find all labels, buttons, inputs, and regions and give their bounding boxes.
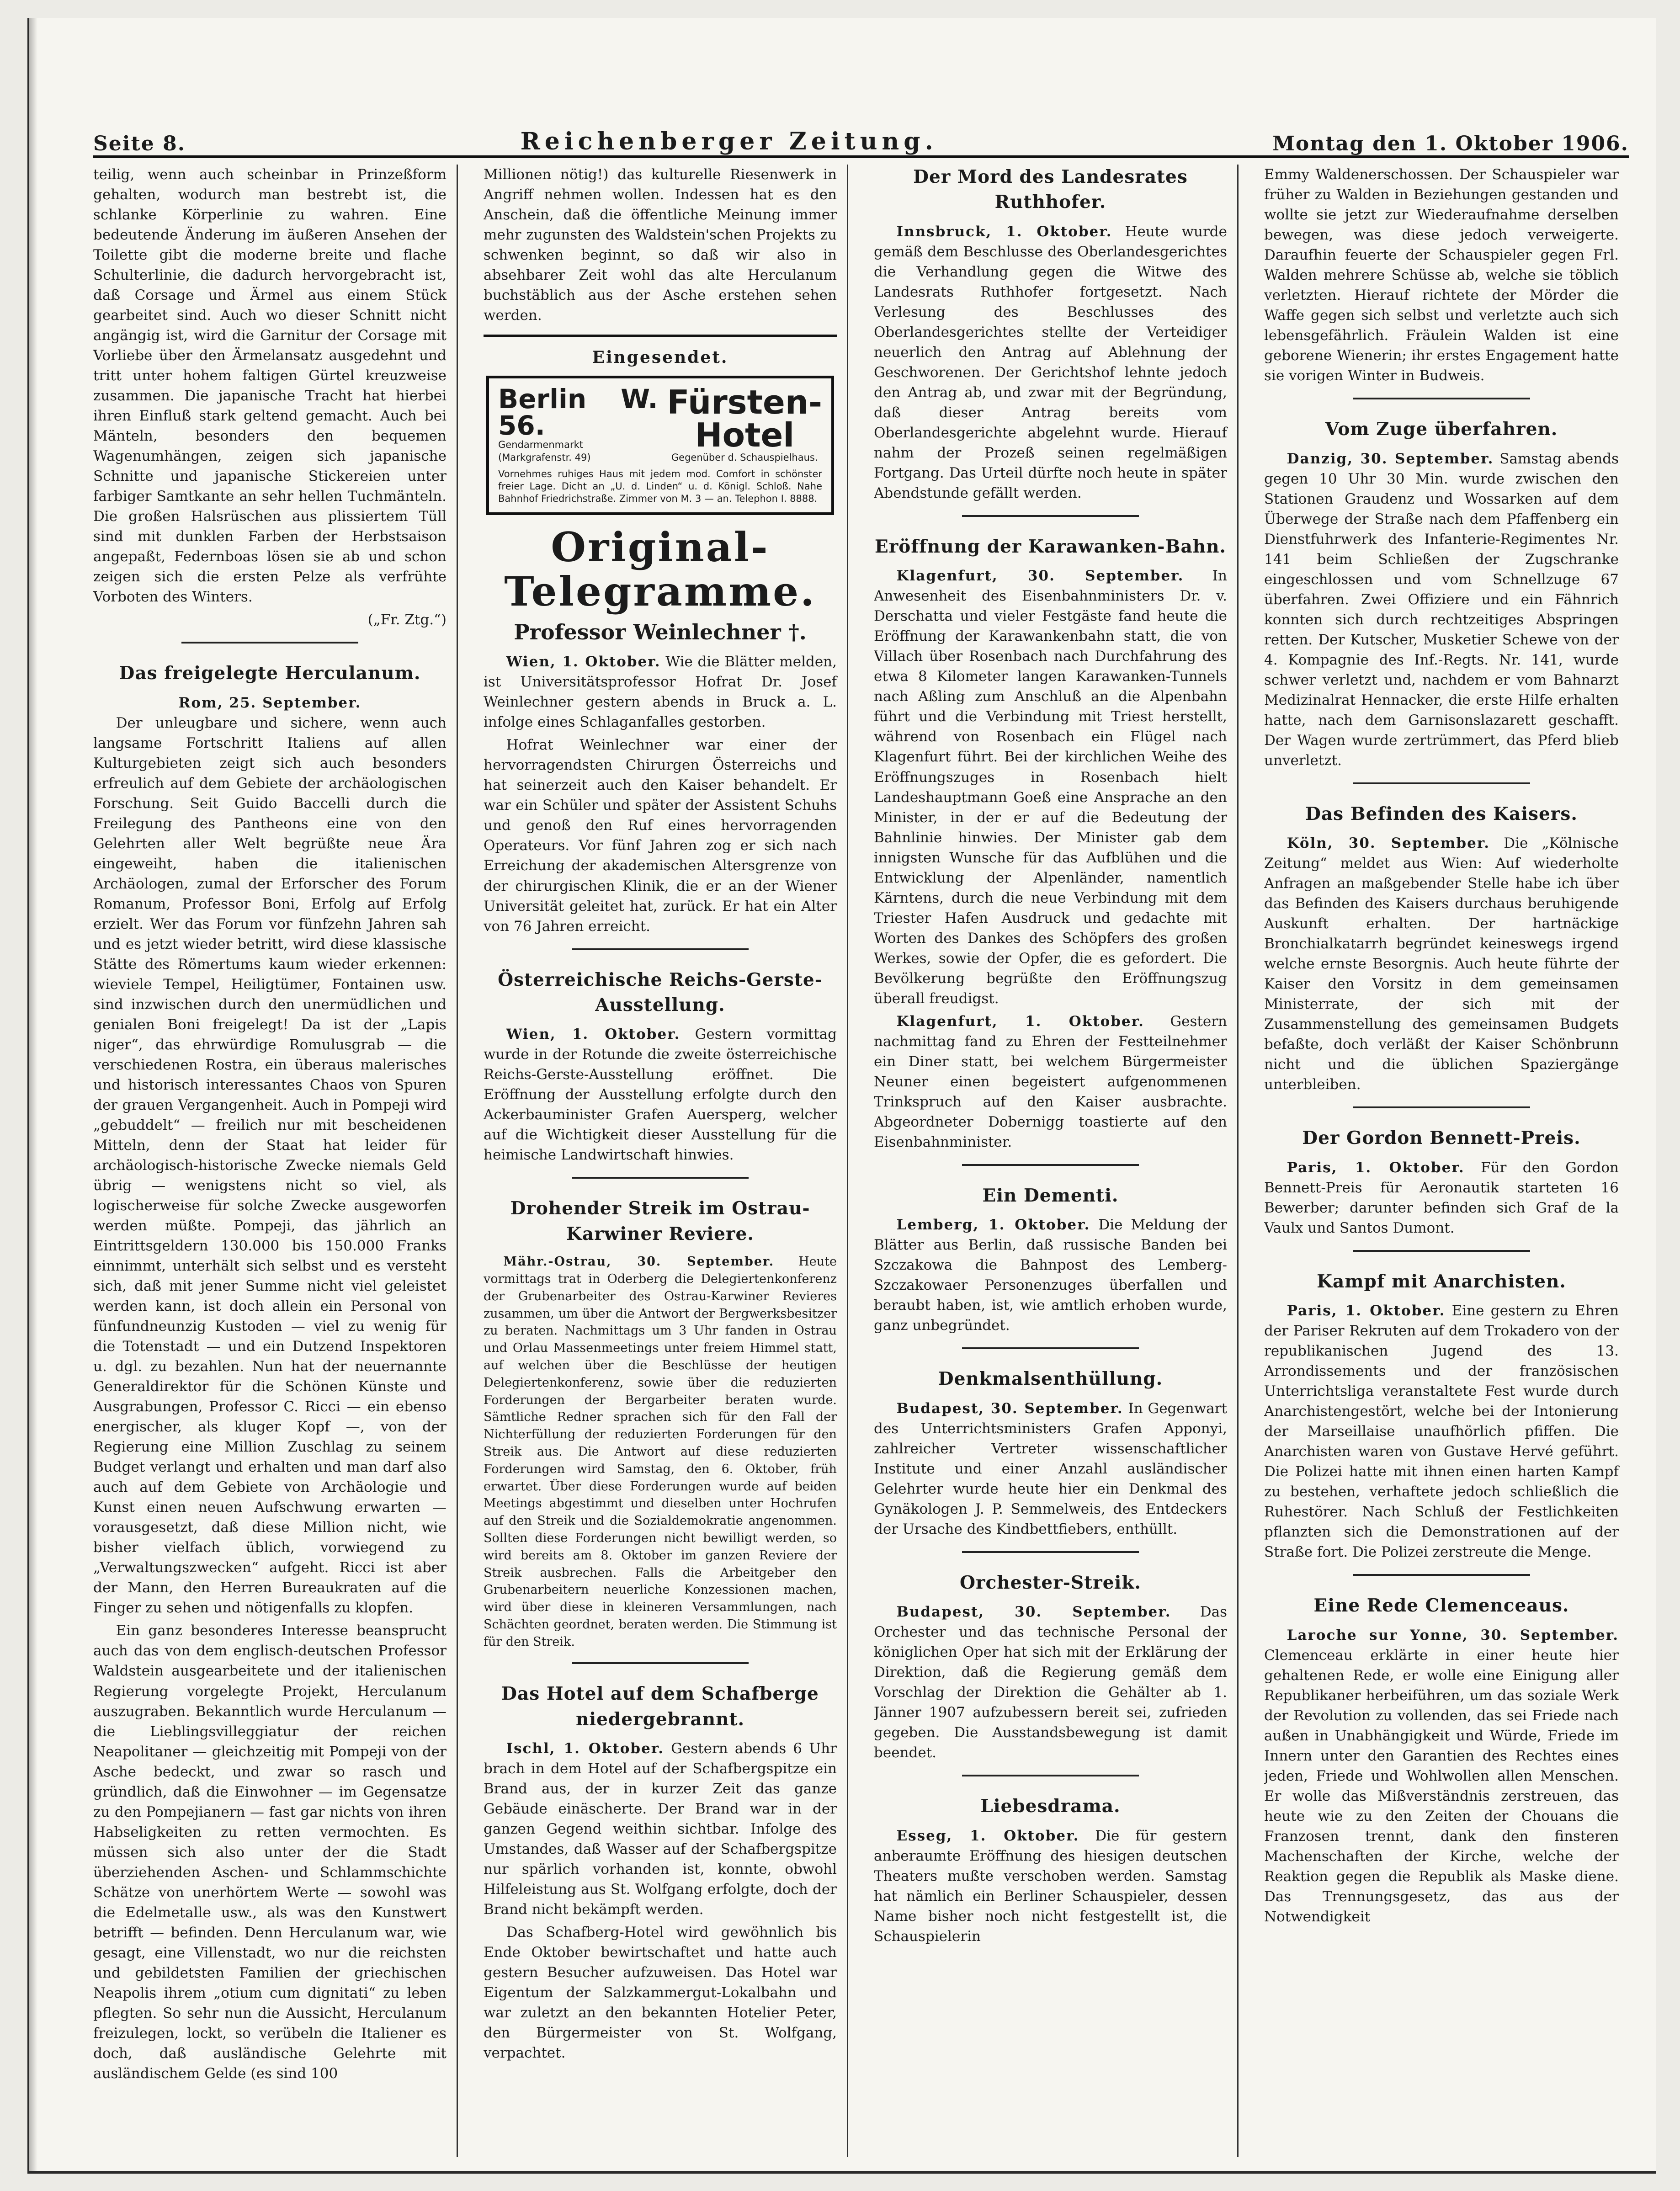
ad-hotel-name: Fürsten-Hotel [667,383,822,455]
dateline-herculanum: Rom, 25. September. [178,694,362,711]
headline-clemenceau: Eine Rede Clemenceaus. [1313,1595,1569,1617]
divider [962,1551,1139,1553]
headline-schafberg: Das Hotel auf dem Schafberge niedergebrannt. [501,1683,819,1730]
divider [962,1164,1139,1166]
weinlechner-text-2: Hofrat Weinlechner war einer der hervorragendsten Chirurgen Österreichs und hat seinerzeit auch den Kaiser behandelt. Er war ein Schüler und später der Assistent Schuhs und genoß den Ruf eines hervorragenden Operateurs. Vor fünf Jahren zog er sich nach Erreichung der akademischen Altersgrenze von der chirurgischen Klinik, die er an der Wiener Universität geleitet hat, zurück. Er hat ein Alter von 76 Jahren erreicht. [484,737,837,935]
dateline-orchester: Budapest, 30. September. [896,1604,1171,1621]
headline-anarchisten: Kampf mit Anarchisten. [1317,1271,1566,1292]
gerste-text: Gestern vormittag wurde in der Rotunde die zweite österreichische Reichs-Gerste-Ausstellung eröffnet. Die Eröffnung der Ausstellung erfolgte durch den Ackerbauminister Grafen Auersperg, welcher auf die Wichtigkeit dieser Ausstellung für die heimische Landwirtschaft hinwies. [484,1026,837,1164]
eingesendet-label: Eingesendet. [592,348,728,367]
divider [1353,1574,1530,1576]
denkmal-text: In Gegenwart des Unterrichtsministers Grafen Apponyi, zahlreicher Vertreter wissenschaftlicher Institute und einer Anzahl ausländischer Gelehrter wurde heute hier ein Denkmal des Gynäkologen J. P. Semmelweis, des Entdeckers der Ursache des Kindbettfiebers, enthüllt. [874,1400,1227,1537]
ruthhofer-text: Heute wurde gemäß dem Beschlusse des Oberlandesgerichtes die Verhandlung gegen die Witwe des Landesrats Ruthhofer fortgesetzt. Nach Verlesung des Beschlusses des Oberlandesgerichtes stellte der Verteidiger neuerlich den Antrag auf Ablehnung der Geschworenen. Der Gerichtshof lehnte jedoch den Antrag ab, und zwar mit der Begründung, daß dieser Antrag bereits vom Oberlandesgerichte abgelehnt wurde. Hierauf nahm der Prozeß seinen regelmäßigen Fortgang. Das Urteil dürfte noch heute in später Abendstunde gefällt werden. [874,223,1227,501]
divider [1353,1106,1530,1108]
dateline-gordon: Paris, 1. Oktober. [1287,1159,1465,1176]
divider [572,1177,749,1179]
headline-denkmal: Denkmalsenthüllung. [938,1368,1163,1390]
schafberg-text-2: Das Schafberg-Hotel wird gewöhnlich bis Ende Oktober bewirtschaftet und hatte auch gestern Besucher aufzuweisen. Das Hotel war Eigentum der Salzkammergut-Lokalbahn und war zuletzt an den bekannten Hotelier Peter, den Bürgermeister von St. Wolfgang, verpachtet. [484,1924,837,2062]
section-title-telegrams: Original-Telegramme. [504,523,816,616]
column-3 [874,165,1239,2157]
columns [93,165,1629,2157]
dateline-schafberg: Ischl, 1. Oktober. [506,1740,665,1757]
headline-gordon: Der Gordon Bennett-Preis. [1302,1127,1581,1149]
herculanum-continued: Millionen nötig!) das kulturelle Riesenwerk in Angriff nehmen wollen. Indessen hat es den Anschein, daß die öffentliche Meinung immer mehr zugunsten des Waldstein'schen Projekts zu schwenken beginnt, so daß wir also in absehbarer Zeit wohl das alte Herculanum buchstäblich aus der Asche erstehen sehen werden. [484,166,837,324]
headline-gerste: Österreichische Reichs-Gerste-Ausstellung. [498,969,823,1016]
divider [1353,398,1530,399]
divider [572,1662,749,1664]
divider [484,335,837,337]
liebesdrama-continued: Emmy Waldenerschossen. Der Schauspieler war früher zu Walden in Beziehungen gestanden und wollte sie jetzt zur Wiederaufnahme derselben bewegen, was diese jedoch verweigerte. Daraufhin feuerte der Schauspieler gegen Frl. Walden mehrere Schüsse ab, welche sie töblich verletzten. Hierauf richtete der Mörder die Waffe gegen sich selbst und verletzte auch sich lebensgefährlich. Fräulein Walden ist eine geborene Wienerin; ihr erstes Engagement hatte sie vorigen Winter in Budweis. [1264,166,1619,384]
headline-orchester: Orchester-Streik. [960,1572,1141,1593]
column-4 [1264,165,1629,2157]
dateline-dementi: Lemberg, 1. Oktober. [896,1217,1090,1234]
schafberg-text-1: Gestern abends 6 Uhr brach in dem Hotel auf der Schafbergspitze ein Brand aus, der in kurzer Zeit das ganze Gebäude einäscherte. Der Brand war in der ganzen Gegend weithin sichtbar. Infolge des Umstandes, daß Wasser auf der Schafbergspitze nur spärlich vorhanden ist, konnte, obwohl Hilfeleistung aus St. Wolfgang erfolgte, doch der Brand nicht bekämpft werden. [484,1740,837,1918]
gordon-text: Für den Gordon Bennett-Preis für Aeronautik starteten 16 Bewerber; darunter befinden sich Graf de la Vaulx und Santos Dumont. [1264,1159,1619,1236]
karawanken-text-2: Gestern nachmittag fand zu Ehren der Festteilnehmer ein Diner statt, bei welchem Bürgermeister Neuner einen begeistert aufgenommenen Trinkspruch auf den Kaiser ausbrachte. Abgeordneter Dobernigg toastierte auf den Eisenbahnminister. [874,1013,1227,1150]
column-1 [93,165,458,2157]
dateline-clemenceau: Laroche sur Yonne, 30. September. [1287,1627,1619,1643]
dateline-kaiser: Köln, 30. September. [1287,835,1490,852]
dateline-karawanken-2: Klagenfurt, 1. Oktober. [896,1013,1144,1030]
source-signature: („Fr. Ztg.“) [367,612,447,628]
clemenceau-text: Clemenceau erklärte in einer heute hier gehaltenen Rede, er wolle eine Einigung aller Republikaner herbeiführen, um das soziale Werk der Revolution zu vollenden, das sei Friede nach außen in Unabhängigkeit und Würde, Friede im Innern unter den Garantien des Rechtes eines jeden, Friede und Wohlwollen allen Menschen. Er wolle das Mißverständnis zerstreuen, das heute wie zu den Zeiten der Chouans die Franzosen trennt, dank den finsteren Machenschaften der Kirche, welche der Reaktion gegen die Republik als Maske diene. Das Trennungsgesetz, das aus der Notwendigkeit [1264,1647,1619,1925]
headline-zug: Vom Zuge überfahren. [1325,419,1558,440]
divider [962,515,1139,517]
ad-address: Gendarmenmarkt (Markgrafenstr. 49) [498,439,591,463]
dateline-ruthhofer: Innsbruck, 1. Oktober. [896,223,1112,240]
anarchisten-text: Eine gestern zu Ehren der Pariser Rekruten auf dem Trokadero von der republikanischen Jugend des 13. Arrondissements und der französischen Unterrichtsliga veranstaltete Fest wurde durch Anarchistengestört, welche bei der Intonierung der Marseillaise unaufhörlich pfiffen. Die Anarchisten waren von Gustave Hervé geführt. Die Polizei hatte mit ihnen einen harten Kampf zu bestehen, verhaftete jedoch schließlich die Ruhestörer. Nach Schluß der Festlichkeiten pflanzten sich die Demonstrationen auf der Straße fort. Die Polizei zerstreute die Menge. [1264,1303,1619,1561]
ad-city: Berlin W. 56. [498,383,658,441]
page-number: Seite 8. [93,132,186,155]
page-edge-shadow [29,18,37,2171]
headline-weinlechner: Professor Weinlechner †. [514,620,807,645]
karawanken-text-1: In Anwesenheit des Eisenbahnministers Dr. v. Derschatta und vieler Festgäste fand heute die Eröffnung der Karawankenbahn statt, die von Villach über Rosenbach nach Durchfahrung des etwa 8 Kilometer langen Karawanken-Tunnels nach Aßling zum Anschluß an die Alpenbahn führt und die Verbindung mit Triest herstellt, während von Rosenbach ein Flügel nach Klagenfurt führt. Bei der kirchlichen Weihe des Eröffnungszuges in Rosenbach hielt Landeshauptmann Goeß eine Ansprache an den Minister, in der er auf die Bedeutung der Bahnlinie hinwies. Der Minister gab dem innigsten Wunsche für das Aufblühen und die Entwicklung der Alpenländer, namentlich Kärntens, durch die neue Verbindung mit dem Triester Hafen Ausdruck und gedachte mit Worten des Dankes des Schöpfers des großen Werkes, sowie der Opfer, die es gefordert. Die Bevölkerung begrüßte den Eröffnungszug überall freudigst. [874,568,1228,1007]
masthead [93,101,1629,158]
headline-karawanken: Eröffnung der Karawanken-Bahn. [874,536,1227,557]
dateline-liebesdrama: Esseg, 1. Oktober. [896,1827,1079,1844]
orchester-text: Das Orchester und das technische Personal der königlichen Oper hat sich mit der Erklärung der Direktion, daß die Regierung gemäß dem Vorschlag der Direktion die Gehälter ab 1. Jänner 1907 aufzubessern bereit sei, zufrieden gegeben. Die Ausstandsbewegung ist damit beendet. [874,1604,1227,1761]
column-2 [484,165,848,2157]
headline-herculanum: Das freigelegte Herculanum. [119,663,421,684]
headline-kaiser: Das Befinden des Kaisers. [1305,803,1578,824]
divider [1353,782,1530,784]
divider [962,1775,1139,1776]
dementi-text: Die Meldung der Blätter aus Berlin, daß russische Banden bei Szczakowa die Bahnpost des Lemberg-Szczakowaer Personenzuges überfallen und beraubt haben, ist, wie amtlich erhoben wurde, ganz unbegründet. [874,1217,1227,1334]
fashion-article-text: teilig, wenn auch scheinbar in Prinzeßform gehalten, wodurch man bestrebt ist, die schlanke Körperlinie zu wahren. Eine bedeutende Änderung im äußeren Ansehen der Toilette gibt die moderne breite und flache Schulterlinie, die dadurch hervorgebracht ist, daß Corsage und Ärmel aus einem Stück gearbeitet sind. Auch wo dieser Schnitt nicht angängig ist, wird die Garnitur der Corsage mit Vorliebe über den Ärmelansatz ausgedehnt und tritt unter hohem faltigen Gürtel kreuzweise zusammen. Die japanische Tracht hat hierbei ihren Einfluß stark geltend gemacht. Auch bei Mänteln, besonders den bequemen Wagenumhängen, zeigen sich japanische Schnitte und japanische Stickereien unter farbiger Samtkante an sehr hellen Tuchmänteln. Die großen Halsrüschen aus plissiertem Tüll sind mit dunklen Farben der Herbstsaison angepaßt, Federnboas lösen sie ab und schon zeigen sich die ersten Pelze als verfrühte Vorboten des Winters. [93,166,447,606]
dateline-weinlechner: Wien, 1. Oktober. [506,654,661,670]
ad-opposite: Gegenüber d. Schauspielhaus. [671,452,818,463]
zug-text: Samstag abends gegen 10 Uhr 30 Min. wurde zwischen den Stationen Graudenz und Wossarken auf dem Überwege der Straße nach dem Pfaffenberg ein Dienstfuhrwerk des Infanterie-Regimentes Nr. 141 beim Schließen der Zugschranke eingeschlossen und vom Schnellzuge 67 überfahren. Zwei Offiziere und ein Fähnrich konnten sich durch rechtzeitiges Abspringen retten. Der Kutscher, Musketier Schewe von der 4. Kompagnie des Inf.-Regts. Nr. 141, wurde schwer verletzt und, nachdem er vom Bahnarzt Medizinalrat Hennacker, die erste Hilfe erhalten hatte, nach dem Garnisonslazarett geschafft. Der Wagen wurde zertrümmert, das Pferd blieb unverletzt. [1264,450,1619,769]
liebesdrama-text: Die für gestern anberaumte Eröffnung des hiesigen deutschen Theaters mußte verschoben werden. Samstag hat nämlich ein Berliner Schauspieler, dessen Name bisher noch nicht festgestellt ist, die Schauspielerin [874,1827,1227,1945]
headline-streik: Drohender Streik im Ostrau-Karwiner Reviere. [510,1198,810,1244]
hotel-advertisement [486,376,834,515]
divider [181,642,358,643]
headline-ruthhofer: Der Mord des Landesrates Ruthhofer. [913,166,1188,213]
divider [1353,1250,1530,1252]
divider [962,1347,1139,1349]
dateline-streik: Mähr.-Ostrau, 30. September. [503,1255,775,1269]
ad-description: Vornehmes ruhiges Haus mit jedem mod. Comfort in schönster freier Lage. Dicht an „U. d. Linden“ u. d. Königl. Schloß. Nahe Bahnhof Friedrichstraße. Zimmer von M. 3 — an. Telephon I. 8888. [498,468,822,505]
weinlechner-text-1: Wie die Blätter melden, ist Universitätsprofessor Hofrat Dr. Josef Weinlechner gestern abends in Bruck a. L. infolge eines Schlaganfalles gestorben. [484,654,837,731]
issue-date: Montag den 1. Oktober 1906. [1272,132,1629,155]
dateline-denkmal: Budapest, 30. September. [896,1400,1123,1417]
divider [572,948,749,950]
dateline-karawanken: Klagenfurt, 30. September. [896,568,1184,585]
dateline-anarchisten: Paris, 1. Oktober. [1287,1303,1446,1319]
dateline-gerste: Wien, 1. Oktober. [506,1026,681,1043]
newspaper-page [27,18,1656,2174]
herculanum-text-2: Ein ganz besonderes Interesse beansprucht auch das von dem englisch-deutschen Professor Waldstein ausgearbeitete und der italienischen Regierung vorgelegte Projekt, Herculanum auszugraben. Bekanntlich wurde Herculanum — die Lieblingsvilleggiatur der reichen Neapolitaner — gleichzeitig mit Pompeji von der Asche bedeckt, und zwar so rasch und gründlich, daß die Einwohner — im Gegensatze zu den Pompejianern — fast gar nichts von ihren Habseligkeiten zu retten vermochten. Es müssen sich also unter der die Stadt überziehenden Aschen- und Schlammschichte Schätze von unerhörtem Werte — sowohl was die Edelmetalle usw., als was den Kunstwert betrifft — befinden. Denn Herculanum war, wie gesagt, eine Villenstadt, wo nur die reichsten und gebildetsten Familien der griechischen Neapolis ihrem „otium cum dignitati“ zu leben pflegten. So sehr nun die Aussicht, Herculanum freizulegen, lockt, so verübeln die Italiener es doch, daß ausländische Gelehrte mit ausländischem Gelde (es sind 100 [93,1622,447,2082]
newspaper-title: Reichenberger Zeitung. [520,128,938,155]
dateline-zug: Danzig, 30. September. [1287,450,1494,467]
herculanum-text-1: Der unleugbare und sichere, wenn auch langsame Fortschritt Italiens auf allen Kulturgebieten zeigt sich auch besonders erfreulich auf dem Gebiete der archäologischen Forschung. Seit Guido Baccelli durch die Freilegung des Pantheons eine von den Gelehrten aller Welt begrüßte neue Ära eingeweiht, haben die italienischen Archäologen, zumal der Erforscher des Forum Romanum, Professor Boni, Erfolg auf Erfolg erzielt. Wer das Forum vor fünfzehn Jahren sah und es jetzt wieder betritt, wird diese klassische Stätte des Römertums kaum wieder erkennen: wieviele Tempel, Heiligtümer, Fontainen usw. sind inzwischen durch den unermüdlichen und genialen Boni freigelegt! Da ist der „Lapis niger“, das ehrwürdige Romulusgrab — die verschiedenen Rostra, ein überaus malerisches und historisch interessantes Chaos von Spuren der grauen Vergangenheit. Auch in Pompeji wird „gebuddelt“ — freilich nur mit bescheidenen Mitteln, denn der Staat hat leider für archäologisch-historische Zwecke niemals Geld übrig — wenigstens nicht so viel, als logischerweise für solche Zwecke ausgeworfen werden müßte. Pompeji, das jährlich an Eintrittsgeldern 130.000 bis 150.000 Franks einnimmt, unterhält sich selbst und es versteht sich, daß mit jener Summe nicht viel geleistet werden kann, ist doch allein ein Personal von fünfundneunzig Kustoden — viel zu wenig für die Totenstadt — und ein Dutzend Inspektoren u. dgl. zu bezahlen. Nun hat der neuernannte Generaldirektor für die Schönen Künste und Ausgrabungen, Professor C. Ricci — ein ebenso energischer, als kluger Kopf —, von der Regierung eine Million Zuschlag zu seinem Budget verlangt und erhalten und man darf also auch auf dem Gebiete von Archäologie und Kunst einen neuen Aufschwung erwarten — vorausgesetzt, daß diese Million nicht, wie bisher vielfach üblich, vorwiegend zu „Verwaltungszwecken“ aufgeht. Ricci ist aber der Mann, den Herren Bureaukraten auf die Finger zu sehen und nötigenfalls zu klopfen. [93,714,447,1617]
headline-dementi: Ein Dementi. [982,1185,1119,1206]
kaiser-text: Die „Kölnische Zeitung“ meldet aus Wien: Auf wiederholte Anfragen an maßgebender Stelle habe ich über das Befinden des Kaisers durchaus beruhigende Auskunft erhalten. Der hartnäckige Bronchialkatarrh begründet keineswegs irgend welche ernste Besorgnis. Auch heute führte der Kaiser den Vorsitz in dem gemeinsamen Ministerrate, der sich mit der Zusammenstellung des gemeinsamen Budgets befaßte, doch verläßt der Kaiser Schönbrunn nicht und die üblichen Spaziergänge unterbleiben. [1264,835,1619,1093]
streik-text: Heute vormittags trat in Oderberg die Delegiertenkonferenz der Grubenarbeiter des Ostrau-Karwiner Revieres zusammen, um über die Antwort der Bergwerksbesitzer zu beraten. Nachmittags um 3 Uhr fanden in Ostrau und Orlau Massenmeetings unter freiem Himmel statt, auf welchen über die Beschlüsse der heutigen Delegiertenkonferenz, sowie über die reduzierten Forderungen der Bergarbeiter beraten wurde. Sämtliche Redner sprachen sich für den Fall der Nichterfüllung der reduzierten Forderungen für den Streik aus. Die Antwort auf diese reduzierten Forderungen wird Samstag, den 6. Oktober, früh erwartet. Über diese Forderungen wurde auf beiden Meetings abgestimmt und dieselben unter Hochrufen auf den Streik und die Sozialdemokratie angenommen. Sollten diese Forderungen nicht bewilligt werden, so wird bereits am 8. Oktober im ganzen Reviere der Streik ausbrechen. Falls die Arbeitgeber den Grubenarbeitern neuerliche Konzessionen machen, wird über diese in kleineren Versammlungen, nach Schächten geordnet, beraten werden. Die Stimmung ist für den Streik. [484,1255,837,1649]
headline-liebesdrama: Liebesdrama. [980,1796,1121,1817]
